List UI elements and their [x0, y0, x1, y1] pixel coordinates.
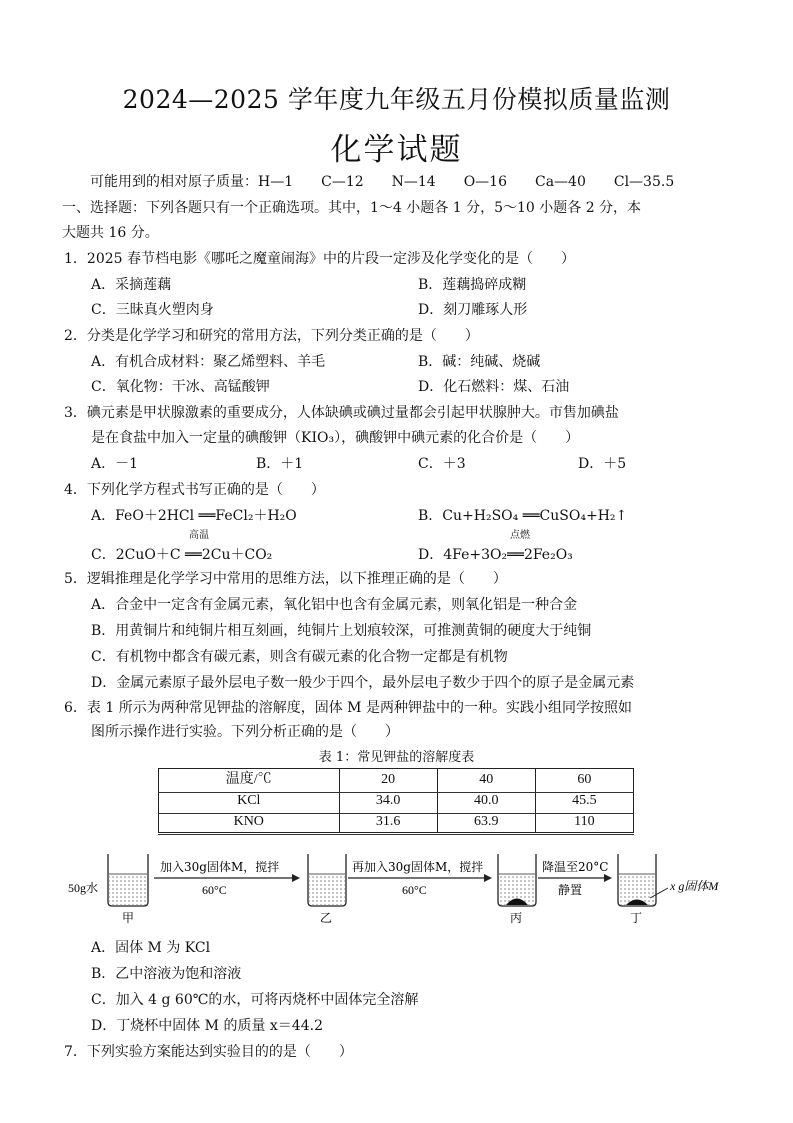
table-cell: 45.5 — [535, 790, 633, 811]
result-label: x g固体M — [670, 879, 719, 893]
q6-option-a: A．固体 M 为 KCl — [91, 940, 211, 956]
q6-option-b: B．乙中溶液为饱和溶液 — [91, 966, 242, 982]
q3-stem-line1: 3．碘元素是甲状腺激素的重要成分，人体缺碘或碘过量都会引起甲状腺肿大。市售加碘盐 — [64, 405, 619, 421]
q4-c-condition: 高温 — [189, 530, 209, 541]
table-rule — [158, 792, 634, 793]
atomic-masses: 可能用到的相对原子质量：H—1 C—12 N—14 O—16 Ca—40 Cl—35.5 — [90, 174, 675, 190]
q2-option-c: C．氧化物：干冰、高锰酸钾 — [91, 379, 270, 395]
section1-heading-line1: 一、选择题：下列各题只有一个正确选项。其中，1～4 小题各 1 分，5～10 小题各 2 分，本 — [62, 200, 642, 216]
beaker-ding — [618, 854, 719, 925]
q4-option-a: A．FeO＋2HCl ══FeCl₂＋H₂O — [91, 508, 297, 524]
solubility-table — [158, 768, 634, 833]
q2-option-d: D．化石燃料：煤、石油 — [418, 379, 570, 395]
table-rule — [158, 834, 634, 835]
exam-title: 2024—2025 学年度九年级五月份模拟质量监测 — [122, 85, 671, 114]
q5-option-c: C．有机物中都含有碳元素，则含有碳元素的化合物一定都是有机物 — [91, 649, 508, 665]
beaker-yi — [308, 854, 346, 925]
step3-label: 降温至20°C — [542, 860, 609, 874]
q5-option-b: B．用黄铜片和纯铜片相互刻画，纯铜片上划痕较深，可推测黄铜的硬度大于纯铜 — [91, 623, 592, 639]
step-arrow-2 — [348, 859, 492, 897]
step1-label: 加入30g固体M，搅拌 — [160, 860, 280, 874]
section1-heading-line2: 大题共 16 分。 — [62, 225, 159, 241]
table-caption: 表 1：常见钾盐的溶解度表 — [318, 750, 475, 765]
q1-stem: 1．2025 春节档电影《哪吒之魔童闹海》中的片段一定涉及化学变化的是（ ） — [64, 251, 575, 267]
table-cell: 60 — [535, 769, 633, 791]
table-row — [159, 811, 634, 833]
beaker-label: 丙 — [510, 911, 523, 925]
beaker-jia — [108, 854, 148, 925]
q5-stem: 5．逻辑推理是化学学习中常用的思维方法，以下推理正确的是（ ） — [64, 571, 507, 587]
q5-option-a: A．合金中一定含有金属元素，氧化铝中也含有金属元素，则氧化铝是一种合金 — [91, 597, 578, 613]
step1-temp: 60°C — [202, 883, 227, 897]
q5-option-d: D．金属元素原子最外层电子数一般少于四个，最外层电子数少于四个的原子是金属元素 — [91, 675, 635, 691]
q2-stem: 2．分类是化学学习和研究的常用方法，下列分类正确的是（ ） — [64, 328, 479, 344]
step2-temp: 60°C — [402, 883, 427, 897]
q1-option-d: D．刻刀雕琢人形 — [418, 302, 528, 318]
table-cell: 63.9 — [437, 811, 535, 833]
beaker-label: 乙 — [320, 911, 333, 925]
beaker-bing — [498, 854, 536, 925]
table-cell: 110 — [535, 811, 633, 833]
q1-option-a: A．采摘莲藕 — [91, 277, 172, 293]
q7-stem: 7．下列实验方案能达到实验目的的是（ ） — [64, 1044, 353, 1060]
q4-option-b: B．Cu+H₂SO₄ ══CuSO₄+H₂↑ — [418, 508, 628, 524]
table-cell: 20 — [339, 769, 437, 791]
q2-option-a: A．有机合成材料：聚乙烯塑料、羊毛 — [91, 354, 326, 370]
q4-d-condition: 点燃 — [510, 530, 530, 541]
table-cell: KNO — [159, 811, 340, 833]
table-cell: KCl — [159, 790, 340, 811]
q6-stem-line2: 图所示操作进行实验。下列分析正确的是（ ） — [91, 724, 399, 740]
q3-option-d: D．＋5 — [578, 456, 627, 472]
q3-option-c: C．＋3 — [418, 456, 466, 472]
q3-stem-line2: 是在食盐中加入一定量的碘酸钾（KIO₃），碘酸钾中碘元素的化合价是（ ） — [91, 430, 580, 446]
table-cell: 40.0 — [437, 790, 535, 811]
table-cell: 40 — [437, 769, 535, 791]
beaker-label: 丁 — [630, 911, 643, 925]
subject-title: 化学试题 — [330, 132, 463, 168]
beaker-label: 甲 — [122, 911, 135, 925]
q4-option-d: D．4Fe+3O₂══2Fe₂O₃ — [418, 547, 573, 563]
q6-option-c: C．加入 4 g 60℃的水，可将丙烧杯中固体完全溶解 — [91, 992, 419, 1008]
q3-option-b: B．＋1 — [256, 456, 304, 472]
q1-option-c: C．三昧真火塑肉身 — [91, 302, 214, 318]
q2-option-b: B．碱：纯碱、烧碱 — [418, 354, 541, 370]
experiment-diagram — [56, 848, 736, 928]
step2-label: 再加入30g固体M，搅拌 — [352, 860, 484, 874]
q3-option-a: A．－1 — [91, 456, 139, 472]
table-cell: 34.0 — [339, 790, 437, 811]
q1-option-b: B．莲藕捣碎成糊 — [418, 277, 527, 293]
q4-option-c: C．2CuO＋C ══2Cu＋CO₂ — [91, 547, 273, 563]
q6-option-d: D．丁烧杯中固体 M 的质量 x＝44.2 — [91, 1018, 323, 1034]
water-label: 50g水 — [68, 881, 99, 895]
step-arrow-1 — [154, 859, 300, 897]
table-cell: 温度/℃ — [159, 769, 340, 791]
table-cell: 31.6 — [339, 811, 437, 833]
table-rule — [158, 813, 634, 814]
q6-stem-line1: 6．表 1 所示为两种常见钾盐的溶解度，固体 M 是两种钾盐中的一种。实践小组同学按照如 — [64, 700, 632, 716]
q4-stem: 4．下列化学方程式书写正确的是（ ） — [64, 482, 325, 498]
step3-note: 静置 — [558, 883, 583, 897]
step-arrow-3 — [538, 860, 612, 897]
table-row — [159, 769, 634, 791]
table-row — [159, 790, 634, 811]
